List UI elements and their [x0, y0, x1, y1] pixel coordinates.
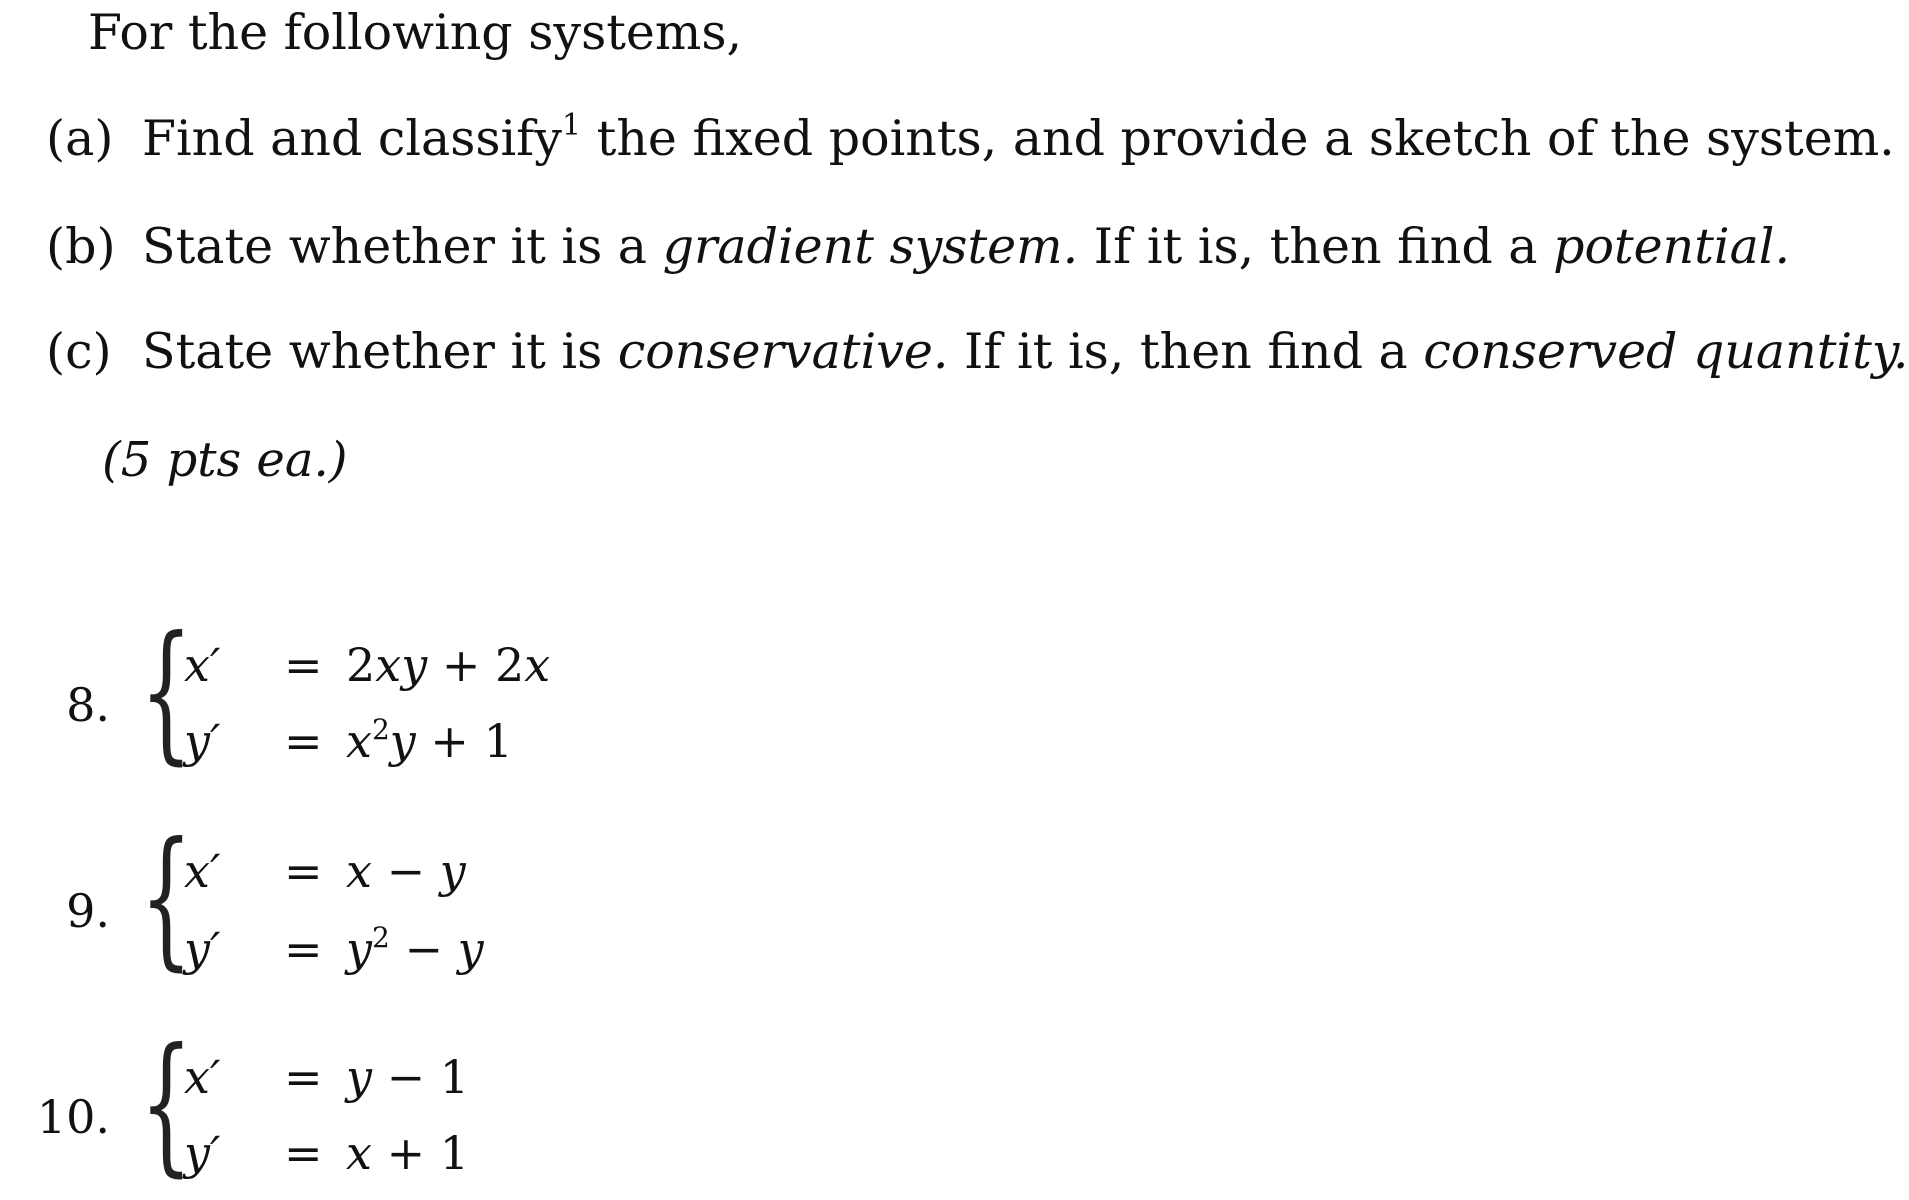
footnote-marker: 1 — [562, 108, 582, 143]
system-10-eq2-lhs: y′ — [184, 1126, 221, 1180]
part-b — [46, 218, 1790, 276]
part-a-text: Find and classify — [142, 110, 562, 167]
part-b-text: State whether it is a — [142, 218, 663, 275]
system-8-eq2-rhs: $=x^2y + 1$ — [284, 713, 513, 768]
system-8-eq2-lhs: y′ — [184, 714, 221, 768]
part-c-text-2: If it is, then find a — [948, 323, 1424, 380]
part-b-label: (b) — [46, 218, 116, 275]
system-8-eq1-lhs: x′ — [184, 638, 221, 692]
system-9-eq2-rhs: $=y^2 - y$ — [284, 921, 484, 976]
term-conserved-quantity: conserved quantity. — [1423, 323, 1909, 380]
system-9-eq1-lhs: x′ — [184, 844, 221, 898]
system-8-number: 8. — [66, 678, 110, 732]
part-c-label: (c) — [46, 323, 112, 380]
system-10-number: 10. — [36, 1090, 110, 1144]
system-9-number: 9. — [66, 884, 110, 938]
system-10-eq1-lhs: x′ — [184, 1050, 221, 1104]
term-gradient-system: gradient system. — [662, 218, 1079, 275]
system-9-brace: { — [140, 811, 193, 985]
part-b-text-2: If it is, then find a — [1078, 218, 1554, 275]
system-10-eq1-rhs: =y − 1 — [284, 1050, 470, 1104]
part-a — [46, 110, 1895, 168]
part-a-text-rest: the fixed points, and provide a sketch of the system. — [581, 110, 1895, 167]
term-conservative: conservative. — [617, 323, 949, 380]
term-potential: potential. — [1553, 218, 1791, 275]
intro-text: For the following systems, — [88, 4, 743, 61]
part-c-text: State whether it is — [142, 323, 618, 380]
system-9-eq2-lhs: y′ — [184, 922, 221, 976]
part-a-label: (a) — [46, 110, 114, 167]
system-10-eq2-rhs: =x + 1 — [284, 1126, 470, 1180]
system-8-eq1-rhs: =2xy + 2x — [284, 638, 551, 692]
system-9-eq1-rhs: =x − y — [284, 844, 466, 898]
points-note: (5 pts ea.) — [102, 432, 348, 488]
part-c — [46, 323, 1909, 381]
system-10-brace: { — [140, 1017, 193, 1191]
system-8-brace: { — [140, 605, 193, 779]
